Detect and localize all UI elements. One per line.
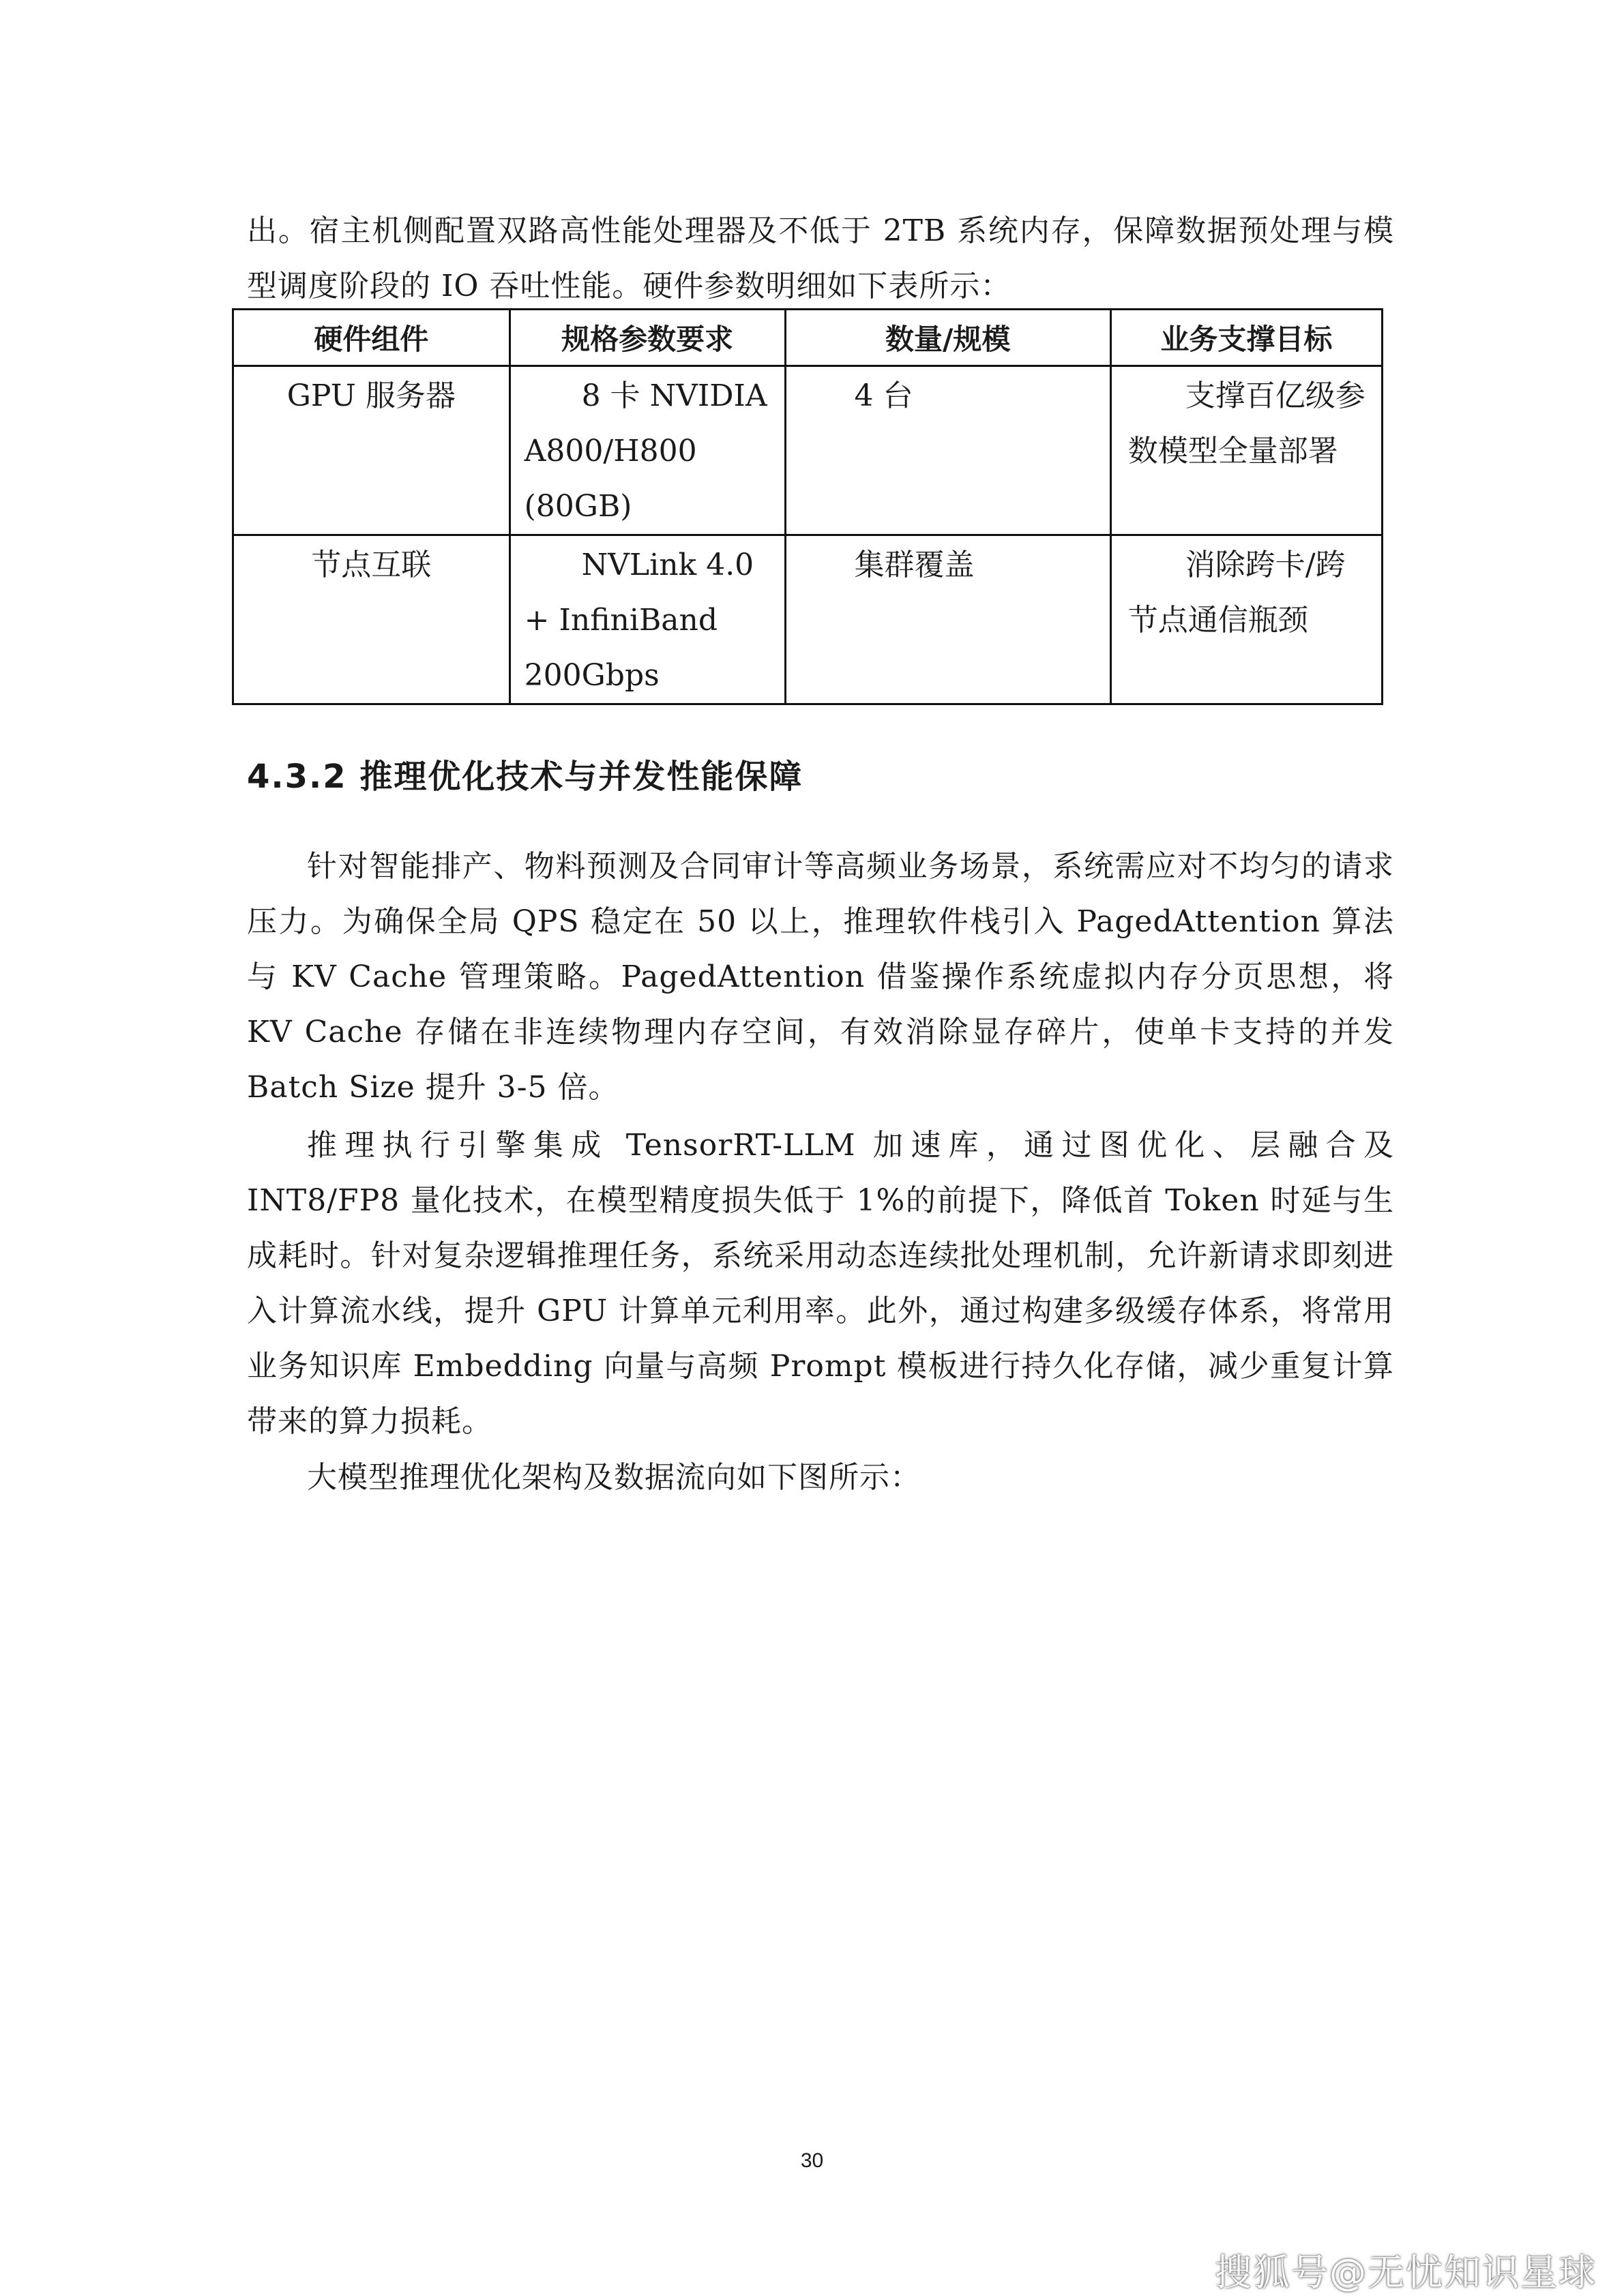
cell-spec: NVLink 4.0 + InfiniBand 200Gbps [510,535,785,704]
page-number: 30 [800,2149,824,2172]
cell-quantity: 集群覆盖 [785,535,1110,704]
watermark: 搜狐号@无忧知识星球 [1215,2251,1597,2294]
header-component: 硬件组件 [233,310,510,366]
table-row [233,366,1383,535]
cell-goal: 支撑百亿级参数模型全量部署 [1110,366,1382,535]
body-paragraph: 推理执行引擎集成 TensorRT-LLM 加速库，通过图优化、层融合及 INT8/FP8 量化技术，在模型精度损失低于 1%的前提下，降低首 Token 时延与生成耗时。针对复杂逻辑推理任务，系统采用动态连续批处理机制，允许新请求即刻进入计算流水线，提升 GPU 计算单元利用率。此外，通过构建多级缓存体系，将常用业务知识库 Embedding 向量与高频 Prompt 模板进行持久化存储，减少重复计算带来的算力损耗。 [247,1128,1394,1439]
cell-goal: 消除跨卡/跨节点通信瓶颈 [1110,535,1382,704]
table-header-row [233,310,1383,366]
header-spec: 规格参数要求 [510,310,785,366]
cell-quantity: 4 台 [785,366,1110,535]
intro-paragraph: 出。宿主机侧配置双路高性能处理器及不低于 2TB 系统内存，保障数据预处理与模型调度阶段的 IO 吞吐性能。硬件参数明细如下表所示： [247,213,1394,303]
section-heading: 4.3.2 推理优化技术与并发性能保障 [247,758,803,796]
header-quantity: 数量/规模 [785,310,1110,366]
body-paragraph: 针对智能排产、物料预测及合同审计等高频业务场景，系统需应对不均匀的请求压力。为确保全局 QPS 稳定在 50 以上，推理软件栈引入 PagedAttention 算法与 KV Cache 管理策略。PagedAttention 借鉴操作系统虚拟内存分页思想，将 KV Cache 存储在非连续物理内存空间，有效消除显存碎片，使单卡支持的并发 Batch Size 提升 3-5 倍。 [247,849,1394,1105]
cell-spec: 8 卡 NVIDIA A800/H800 (80GB) [510,366,785,535]
body-paragraph: 大模型推理优化架构及数据流向如下图所示： [307,1460,921,1495]
cell-component: GPU 服务器 [233,366,510,535]
table-row [233,535,1383,704]
cell-component: 节点互联 [233,535,510,704]
header-goal: 业务支撑目标 [1110,310,1382,366]
hardware-spec-table [232,308,1383,705]
